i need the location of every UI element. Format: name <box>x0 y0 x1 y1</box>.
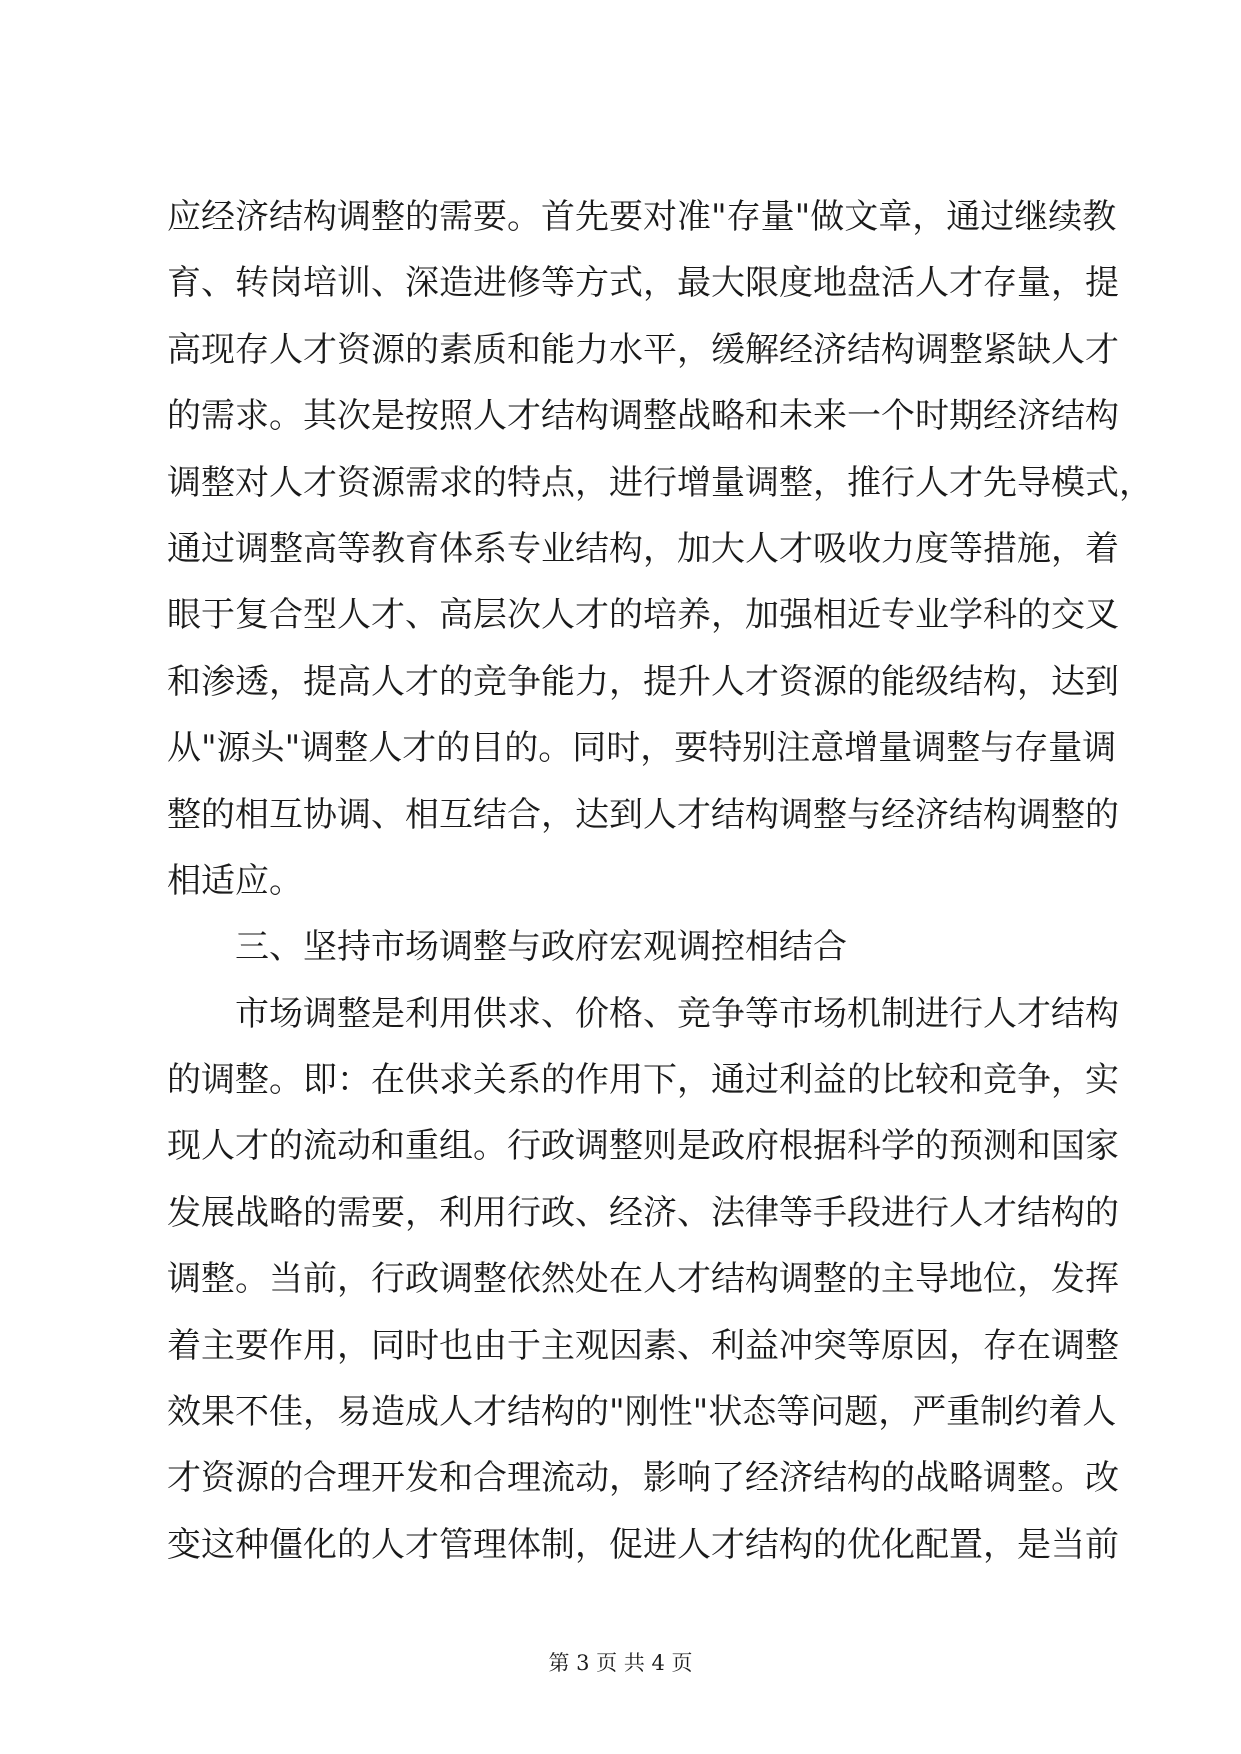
body-line: 育、转岗培训、深造进修等方式，最大限度地盘活人才存量，提 <box>167 263 1119 304</box>
body-line: 现人才的流动和重组。行政调整则是政府根据科学的预测和国家 <box>167 1126 1119 1167</box>
body-line: 通过调整高等教育体系专业结构，加大人才吸收力度等措施，着 <box>167 528 1119 569</box>
section-heading: 三、坚持市场调整与政府宏观调控相结合 <box>235 927 847 968</box>
body-line: 和渗透，提高人才的竞争能力，提升人才资源的能级结构，达到 <box>167 661 1119 702</box>
body-line: 的调整。即：在供求关系的作用下，通过利益的比较和竞争，实 <box>167 1060 1119 1101</box>
body-line: 市场调整是利用供求、价格、竞争等市场机制进行人才结构 <box>235 993 1119 1034</box>
body-line: 应经济结构调整的需要。首先要对准"存量"做文章，通过继续教 <box>167 197 1117 237</box>
body-line: 着主要作用，同时也由于主观因素、利益冲突等原因，存在调整 <box>167 1325 1119 1366</box>
body-line: 才资源的合理开发和合理流动，影响了经济结构的战略调整。改 <box>167 1458 1119 1499</box>
body-line: 发展战略的需要，利用行政、经济、法律等手段进行人才结构的 <box>167 1192 1119 1233</box>
body-line: 从"源头"调整人才的目的。同时，要特别注意增量调整与存量调 <box>167 728 1117 769</box>
page-number: 第 3 页 共 4 页 <box>548 1651 693 1675</box>
body-line: 变这种僵化的人才管理体制，促进人才结构的优化配置，是当前 <box>167 1524 1119 1565</box>
body-line: 整的相互协调、相互结合，达到人才结构调整与经济结构调整的 <box>167 794 1119 835</box>
body-line: 高现存人才资源的素质和能力水平，缓解经济结构调整紧缺人才 <box>167 329 1119 370</box>
body-line: 调整对人才资源需求的特点，进行增量调整，推行人才先导模式， <box>167 462 1153 503</box>
body-line: 眼于复合型人才、高层次人才的培养，加强相近专业学科的交叉 <box>167 595 1119 636</box>
document-body <box>167 197 1153 1594</box>
body-line: 相适应。 <box>167 860 303 901</box>
body-line: 效果不佳，易造成人才结构的"刚性"状态等问题，严重制约着人 <box>167 1392 1117 1433</box>
body-line: 调整。当前，行政调整依然处在人才结构调整的主导地位，发挥 <box>167 1259 1119 1300</box>
body-line: 的需求。其次是按照人才结构调整战略和未来一个时期经济结构 <box>167 396 1119 437</box>
